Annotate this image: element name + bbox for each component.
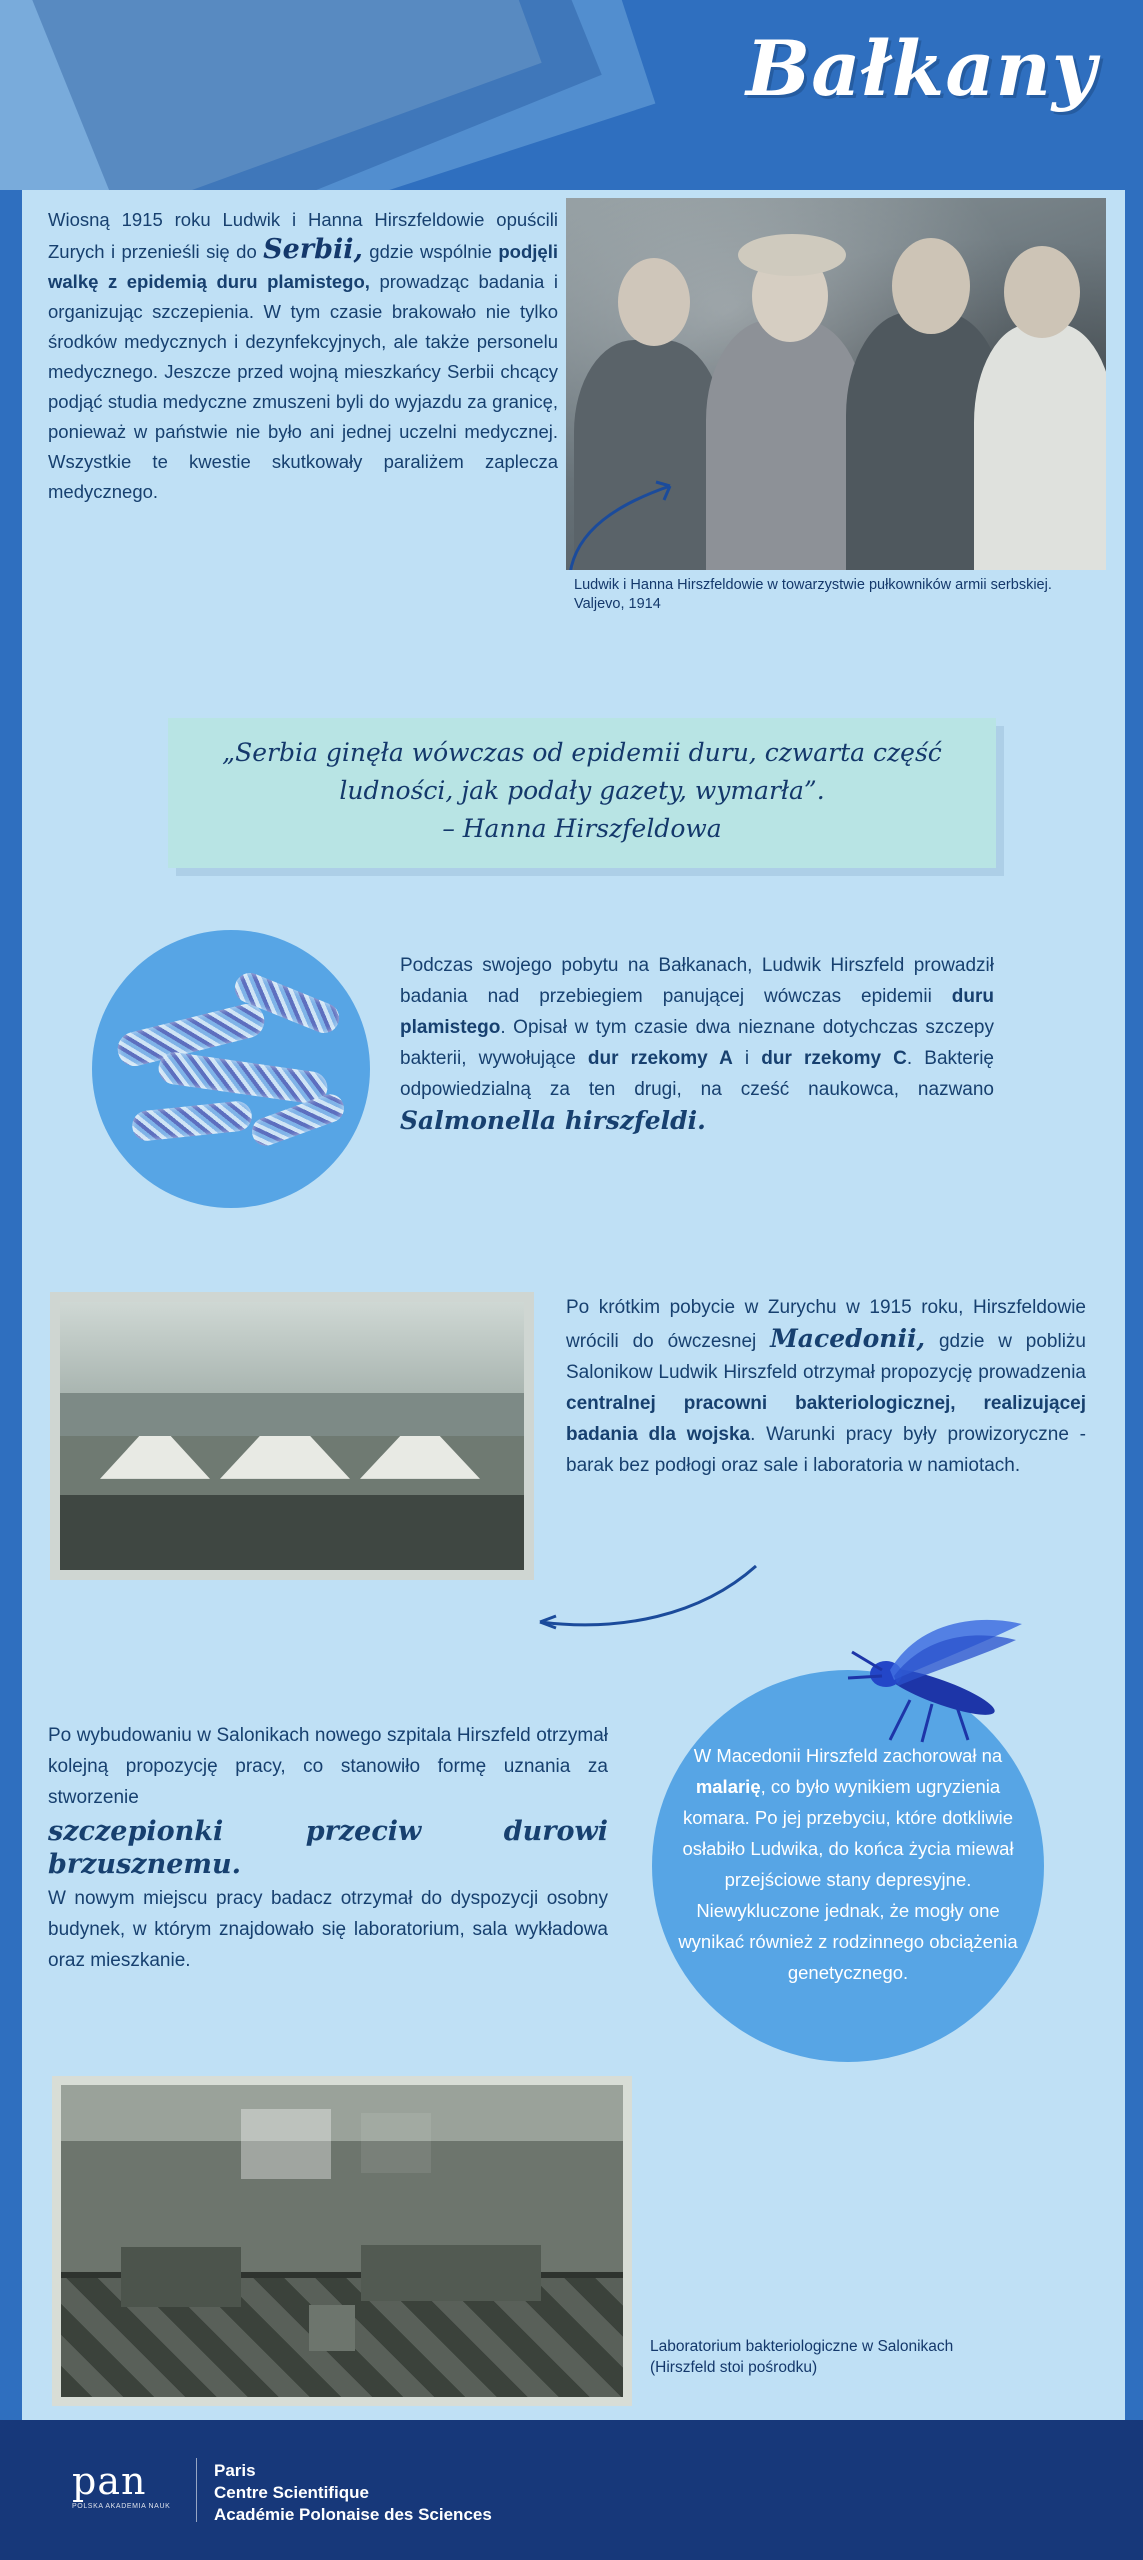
- malaria-text-a: W Macedonii Hirszfeld zachorował na: [693, 1745, 1003, 1766]
- vaccine-paragraph: [48, 1720, 608, 1976]
- lab-stool: [309, 2305, 355, 2351]
- vaccine-text-a: Po wybudowaniu w Salonikach nowego szpitala Hirszfeld otrzymał kolejną propozycję pracy, co stanowiło formę uznania za stworzenie: [48, 1725, 608, 1808]
- lab-window: [361, 2113, 431, 2173]
- footer-divider: [196, 2458, 197, 2522]
- pan-logo: [72, 2459, 190, 2520]
- footer-line-1: Paris: [214, 2461, 256, 2480]
- quote-text: „Serbia ginęła wówczas od epidemii duru, czwarta część ludności, jak podały gazety, wymarła”.: [222, 738, 942, 805]
- serbia-highlight: Serbii,: [263, 234, 363, 265]
- page-header: [0, 0, 1143, 190]
- bacteria-text-b: . Opisał w tym czasie dwa nieznane dotychczas szczepy bakterii, wywołujące: [400, 1017, 994, 1069]
- vaccine-text-b: W nowym miejscu pracy badacz otrzymał do dyspozycji osobny budynek, w którym znajdowało się laboratorium, sala wykładowa oraz mieszkanie.: [48, 1888, 608, 1971]
- bacteria-bold-1: duru plamistego: [400, 986, 994, 1038]
- intro-bold-1: podjęli walkę z epidemią duru plamistego,: [48, 241, 558, 292]
- intro-paragraph: [48, 205, 558, 507]
- photo-lab-inner: [61, 2085, 623, 2397]
- footer-line-2: Centre Scientifique: [214, 2483, 369, 2502]
- photo-head-1: [618, 258, 690, 346]
- macedonia-text-a: Po krótkim pobycie w Zurychu w 1915 roku, Hirszfeldowie wrócili do ówczesnej: [566, 1297, 1086, 1352]
- page-title: Bałkany: [745, 24, 1097, 113]
- macedonia-paragraph: [566, 1292, 1086, 1481]
- macedonia-text-b: gdzie w pobliżu Salonikow Ludwik Hirszfeld otrzymał propozycję prowadzenia: [566, 1331, 1086, 1383]
- arrow-intro-to-photo: [566, 470, 686, 580]
- lab-wall-chart: [241, 2109, 331, 2179]
- lab-caption-line-1: Laboratorium bakteriologiczne w Salonikach: [650, 2338, 954, 2355]
- photo-bacteriology-lab: [52, 2076, 632, 2406]
- intro-text-a: Wiosną 1915 roku Ludwik i Hanna Hirszfeldowie opuścili Zurych i przenieśli się do: [48, 209, 558, 262]
- lab-photo-caption: [650, 2336, 1070, 2378]
- bacteria-rod-2: [157, 1050, 330, 1105]
- quote-author: – Hanna Hirszfeldowa: [442, 814, 722, 843]
- lab-bench-2: [361, 2245, 541, 2301]
- macedonia-text-c: . Warunki pracy były prowizoryczne - barak bez podłogi oraz sale i laboratoria w namiotach.: [566, 1424, 1086, 1476]
- pull-quote: [168, 718, 996, 868]
- bacteria-paragraph: [400, 950, 994, 1139]
- photo-head-4: [1004, 246, 1080, 338]
- pan-logo-word: pan: [72, 2459, 147, 2503]
- macedonia-highlight: Macedonii,: [770, 1324, 926, 1353]
- mosquito-illustration: [790, 1600, 1040, 1750]
- salmonella-name: Salmonella hirszfeldi.: [400, 1106, 706, 1135]
- bacteria-illustration-circle: [92, 930, 370, 1208]
- malaria-paragraph: [672, 1740, 1024, 1988]
- photo-hat: [738, 234, 846, 276]
- malaria-text-b: , co było wynikiem ugryzienia komara. Po jej przebyciu, które dotkliwie osłabiło Ludwika, do końca życia miewał przejściowe stany depresyjne. Niewykluczone jednak, że mogły one wynikać również z rodzinnego obciążenia genetycznego.: [678, 1776, 1018, 1983]
- pan-logo-subtitle: POLSKA AKADEMIA NAUK: [72, 2503, 171, 2510]
- intro-text-c: prowadząc badania i organizując szczepienia. W tym czasie brakowało nie tylko środków medycznych i dezynfekcyjnych, ale także personelu medycznego. Jeszcze przed wojną mieszkańcy Serbii chcący podjąć studia medyczne zmuszeni byli do wyjazdu za granicę, ponieważ w państwie nie było ani jednej uczelni medycznej. Wszystkie te kwestie skutkowały paraliżem zaplecza medycznego.: [48, 271, 558, 502]
- header-diagonal-band-3: [18, 0, 601, 190]
- arrow-macedonia-to-photo: [530, 1560, 760, 1640]
- macedonia-bold-1: centralnej pracowni bakteriologicznej, realizującej badania dla wojska: [566, 1393, 1086, 1445]
- bacteria-text-d: . Bakterię odpowiedzialną za ten drugi, na cześć naukowca, nazwano: [400, 1048, 994, 1100]
- photo-top-caption: Ludwik i Hanna Hirszfeldowie w towarzystwie pułkowników armii serbskiej. Valjevo, 1914: [566, 570, 1106, 622]
- photo-figure-4: [974, 324, 1106, 570]
- bacteria-rod-3: [131, 1100, 253, 1142]
- hill-area: [60, 1393, 524, 1436]
- bacteria-text-c: i: [732, 1048, 762, 1069]
- bacteria-bold-3: dur rzekomy C: [761, 1048, 907, 1069]
- malaria-bold-1: malarię: [695, 1776, 761, 1797]
- lab-bench-1: [121, 2247, 241, 2307]
- lab-caption-line-2: (Hirszfeld stoi pośrodku): [650, 2359, 818, 2376]
- right-edge-rail: [1125, 190, 1143, 2420]
- footer-line-3: Académie Polonaise des Sciences: [214, 2505, 492, 2524]
- photo-figure-2: [706, 320, 866, 570]
- footer-institution: [214, 2460, 492, 2526]
- bacteria-text-a: Podczas swojego pobytu na Bałkanach, Ludwik Hirszfeld prowadził badania nad przebiegiem panującej wówczas epidemii: [400, 955, 994, 1007]
- photo-camp-inner: [60, 1302, 524, 1570]
- intro-text-b: gdzie wspólnie: [362, 241, 499, 262]
- left-edge-rail: [0, 190, 22, 2420]
- photo-military-camp-tents: [50, 1292, 534, 1580]
- page-footer: [0, 2420, 1143, 2560]
- vaccine-highlight: szczepionki przeciw durowi brzusznemu.: [48, 1816, 608, 1880]
- photo-head-3: [892, 238, 970, 334]
- bacteria-bold-2: dur rzekomy A: [587, 1048, 733, 1069]
